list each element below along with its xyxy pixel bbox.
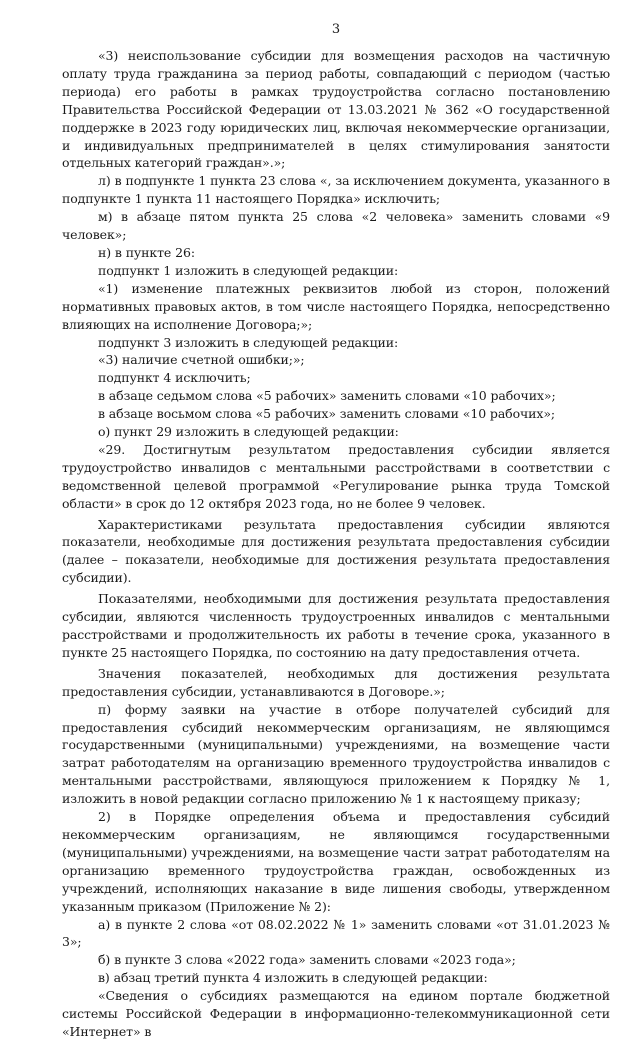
paragraph: л) в подпункте 1 пункта 23 слова «, за исключением документа, указанного в подпункте 1 пункта 11 настоящего Порядка» исключить; (62, 173, 610, 207)
paragraph: в абзаце седьмом слова «5 рабочих» заменить словами «10 рабочих»; (98, 388, 556, 404)
paragraph: Показателями, необходимыми для достижения результата предоставления субсидии, являются численность трудоустроенных инвалидов с ментальными расстройствами и продолжительность их работы в течение срока, указанного в пункте 25 настоящего Порядка, по состоянию на дату предоставления отчета. (62, 591, 610, 660)
document-body (62, 47, 610, 1041)
paragraph: б) в пункте 3 слова «2022 года» заменить словами «2023 года»; (98, 952, 516, 968)
paragraph: «Сведения о субсидиях размещаются на едином портале бюджетной системы Российской Федерации в информационно-телекоммуникационной сети «Интернет» в (62, 988, 610, 1039)
document-page (62, 0, 610, 1039)
paragraph: в) абзац третий пункта 4 изложить в следующей редакции: (98, 970, 488, 986)
paragraph: «29. Достигнутым результатом предоставления субсидии является трудоустройство инвалидов с ментальными расстройствами в соответствии с ведомственной целевой программой «Регулирование рынка труда Томской области» в срок до 12 октября 2023 года, но не более 9 человек. (62, 441, 610, 511)
paragraph: Значения показателей, необходимых для достижения результата предоставления субсидии, устанавливаются в Договоре.»; (62, 665, 610, 699)
paragraph: Характеристиками результата предоставления субсидии являются показатели, необходимые для достижения результата предоставления субсидии (далее – показатели, необходимые для достижения результата предоставления субсидии). (62, 516, 610, 586)
paragraph: «3) неиспользование субсидии для возмещения расходов на частичную оплату труда гражданина за период работы, совпадающий с периодом (частью периода) его работы в рамках трудоустройства согласно постановлению Правительства Российской Федерации от 13.03.2021 № 362 «О государственной поддержке в 2023 году юридических лиц, включая некоммерческие организации, и индивидуальных предпринимателей в целях стимулирования занятости отдельных категорий граждан».»; (62, 48, 610, 171)
paragraph: подпункт 3 изложить в следующей редакции: (98, 334, 399, 350)
paragraph: а) в пункте 2 слова «от 08.02.2022 № 1» заменить словами «от 31.01.2023 № 3»; (62, 916, 610, 950)
paragraph: «3) наличие счетной ошибки;»; (98, 352, 305, 368)
paragraph: п) форму заявки на участие в отборе получателей субсидий для предоставления субсидий некоммерческим организациям, не являющимся государственными (муниципальными) учреждениями, на возмещение части затрат работодателям на организацию временного трудоустройства инвалидов с ментальными расстройствами, являющуюся приложением к Порядку № 1, изложить в новой редакции согласно приложению № 1 к настоящему приказу; (62, 701, 610, 807)
paragraph: 2) в Порядке определения объема и предоставления субсидий некоммерческим организациям, не являющимся государственными (муниципальными) учреждениями, на возмещение части затрат работодателям на организацию временного трудоустройства граждан, освобожденных из учреждений, исполняющих наказание в виде лишения свободы, утвержденном указанным приказом (Приложение № 2): (62, 809, 610, 914)
paragraph: о) пункт 29 изложить в следующей редакции: (98, 424, 399, 440)
paragraph: в абзаце восьмом слова «5 рабочих» заменить словами «10 рабочих»; (98, 406, 556, 422)
paragraph: подпункт 1 изложить в следующей редакции: (98, 262, 399, 278)
paragraph: подпункт 4 исключить; (98, 370, 251, 386)
paragraph: н) в пункте 26: (98, 244, 195, 260)
page-number: 3 (331, 22, 341, 37)
paragraph: «1) изменение платежных реквизитов любой из сторон, положений нормативных правовых актов, в том числе настоящего Порядка, непосредственно влияющих на исполнение Договора;»; (62, 280, 610, 332)
paragraph: м) в абзаце пятом пункта 25 слова «2 человека» заменить словами «9 человек»; (62, 209, 610, 243)
